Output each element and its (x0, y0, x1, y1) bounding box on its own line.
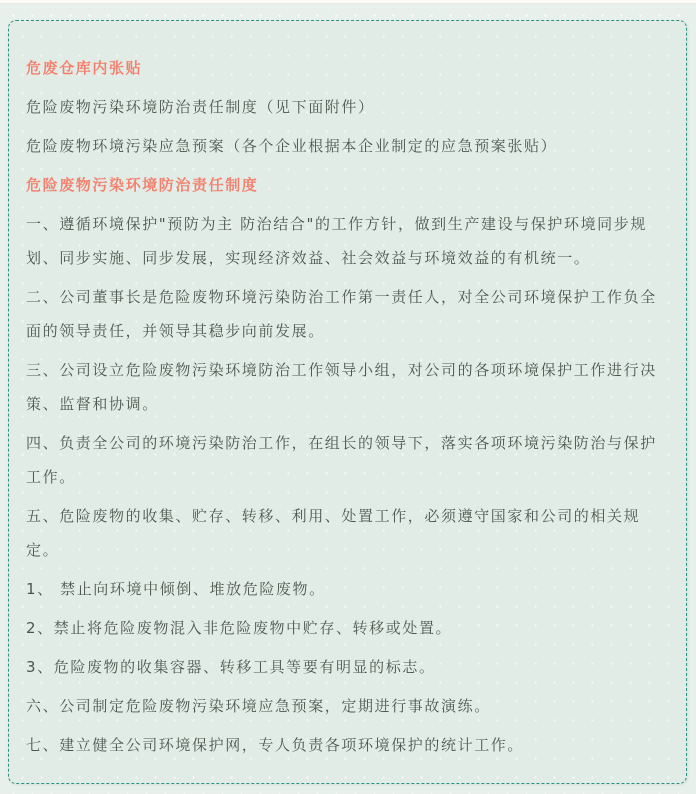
paragraph-rule-6: 六、公司制定危险废物污染环境应急预案，定期进行事故演练。 (26, 697, 491, 715)
paragraph-rule-5: 五、危险废物的收集、贮存、转移、利用、处置工作，必须遵守国家和公司的相关规定。 (26, 507, 641, 559)
paragraph-rule-7: 七、建立健全公司环境保护网，专人负责各项环境保护的统计工作。 (26, 736, 525, 754)
paragraph-rule-5-sub-3: 3、危险废物的收集容器、转移工具等要有明显的标志。 (26, 658, 436, 676)
paragraph-rule-2: 二、公司董事长是危险废物环境污染防治工作第一责任人，对全公司环境保护工作负全面的领导责任，并领导其稳步向前发展。 (26, 288, 657, 340)
paragraph-emergency-plan-note: 危险废物环境污染应急预案（各个企业根据本企业制定的应急预案张贴） (26, 137, 558, 155)
section-heading-posting: 危废仓库内张贴 (26, 59, 143, 77)
top-bar (0, 0, 696, 4)
section-heading-responsibility-system: 危险废物污染环境防治责任制度 (26, 176, 259, 194)
document-card (8, 20, 687, 784)
paragraph-rule-1: 一、遵循环境保护"预防为主 防治结合"的工作方针，做到生产建设与保护环境同步规划、同步实施、同步发展，实现经济效益、社会效益与环境效益的有机统一。 (26, 215, 647, 267)
paragraph-rule-5-sub-2: 2、禁止将危险废物混入非危险废物中贮存、转移或处置。 (26, 619, 453, 637)
paragraph-rule-3: 三、公司设立危险废物污染环境防治工作领导小组，对公司的各项环境保护工作进行决策、监督和协调。 (26, 361, 657, 413)
paragraph-rule-5-sub-1: 1、 禁止向环境中倾倒、堆放危险废物。 (26, 580, 326, 598)
paragraph-rule-4: 四、负责全公司的环境污染防治工作，在组长的领导下，落实各项环境污染防治与保护工作。 (26, 434, 657, 486)
paragraph-attachment-note: 危险废物污染环境防治责任制度（见下面附件） (26, 98, 375, 116)
